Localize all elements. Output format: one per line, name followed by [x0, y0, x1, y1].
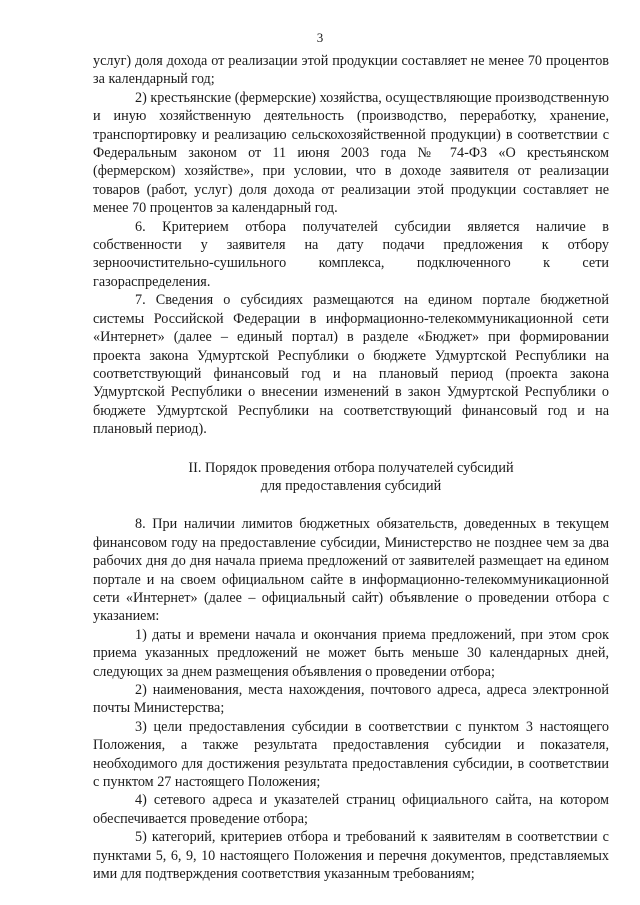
- paragraph: 7. Сведения о субсидиях размещаются на едином портале бюджетной системы Российской Федерации в информационно-телекоммуникационной сети «Интернет» (далее – единый портал) в разделе «Бюджет» при формировании проекта закона Удмуртской Республики о бюджете Удмуртской Республики на соответствующий финансовый год и на плановый период (проекта закона Удмуртской Республики о внесении изменений в закон Удмуртской Республики о бюджете Удмуртской Республики на соответствующий финансовый год и на плановый период).: [93, 292, 609, 438]
- list-item: 5) категорий, критериев отбора и требований к заявителям в соответствии с пунктами 5, 6, 9, 10 настоящего Положения и перечня документов, представляемых ими для подтверждения соответствия указанным требованиям;: [93, 829, 609, 883]
- paragraph: 2) крестьянские (фермерские) хозяйства, осуществляющие производственную и иную хозяйственную деятельность (производство, переработку, хранение, транспортировку и реализацию сельскохозяйственной продукции) в соответствии с Федеральным законом от 11 июня 2003 года № 74-ФЗ «О крестьянском (фермерском) хозяйстве», при условии, что в доходе заявителя от реализации товаров (работ, услуг) доля дохода от реализации этой продукции составляет не менее 70 процентов за календарный год.: [93, 89, 609, 217]
- paragraph: услуг) доля дохода от реализации этой продукции составляет не менее 70 процентов за календарный год;: [93, 53, 609, 88]
- list-item: 1) даты и времени начала и окончания приема предложений, при этом срок приема указанных предложений не может быть меньше 30 календарных дней, следующих за днем размещения объявления о проведении отбора;: [93, 626, 609, 680]
- page-number: 3: [316, 30, 324, 45]
- paragraph: 6. Критерием отбора получателей субсидии является наличие в собственности у заявителя на дату подачи предложения к отбору зерноочистительно-сушильного комплекса, подключенного к сети газораспределения.: [93, 218, 609, 290]
- list-item: 4) сетевого адреса и указателей страниц официального сайта, на котором обеспечивается проведение отбора;: [93, 792, 609, 827]
- document-body: [93, 52, 609, 883]
- section-heading: [93, 459, 609, 496]
- list-item: 3) цели предоставления субсидии в соответствии с пунктом 3 настоящего Положения, а также результата предоставления субсидии и показателя, необходимого для достижения результата предоставления субсидии, в соответствии с пунктом 27 настоящего Положения;: [93, 718, 609, 791]
- section-heading-line: II. Порядок проведения отбора получателей субсидий: [188, 459, 514, 476]
- paragraph: 8. При наличии лимитов бюджетных обязательств, доведенных в текущем финансовом году на предоставление субсидии, Министерство не позднее чем за два рабочих дня до дня начала приема предложений от заявителей размещает на едином портале и на своем официальном сайте в информационно-телекоммуникационной сети «Интернет» (далее – официальный сайт) объявление о проведении отбора с указанием:: [93, 516, 609, 625]
- list-item: 2) наименования, места нахождения, почтового адреса, адреса электронной почты Министерства;: [93, 682, 609, 717]
- section-heading-line: для предоставления субсидий: [260, 477, 442, 494]
